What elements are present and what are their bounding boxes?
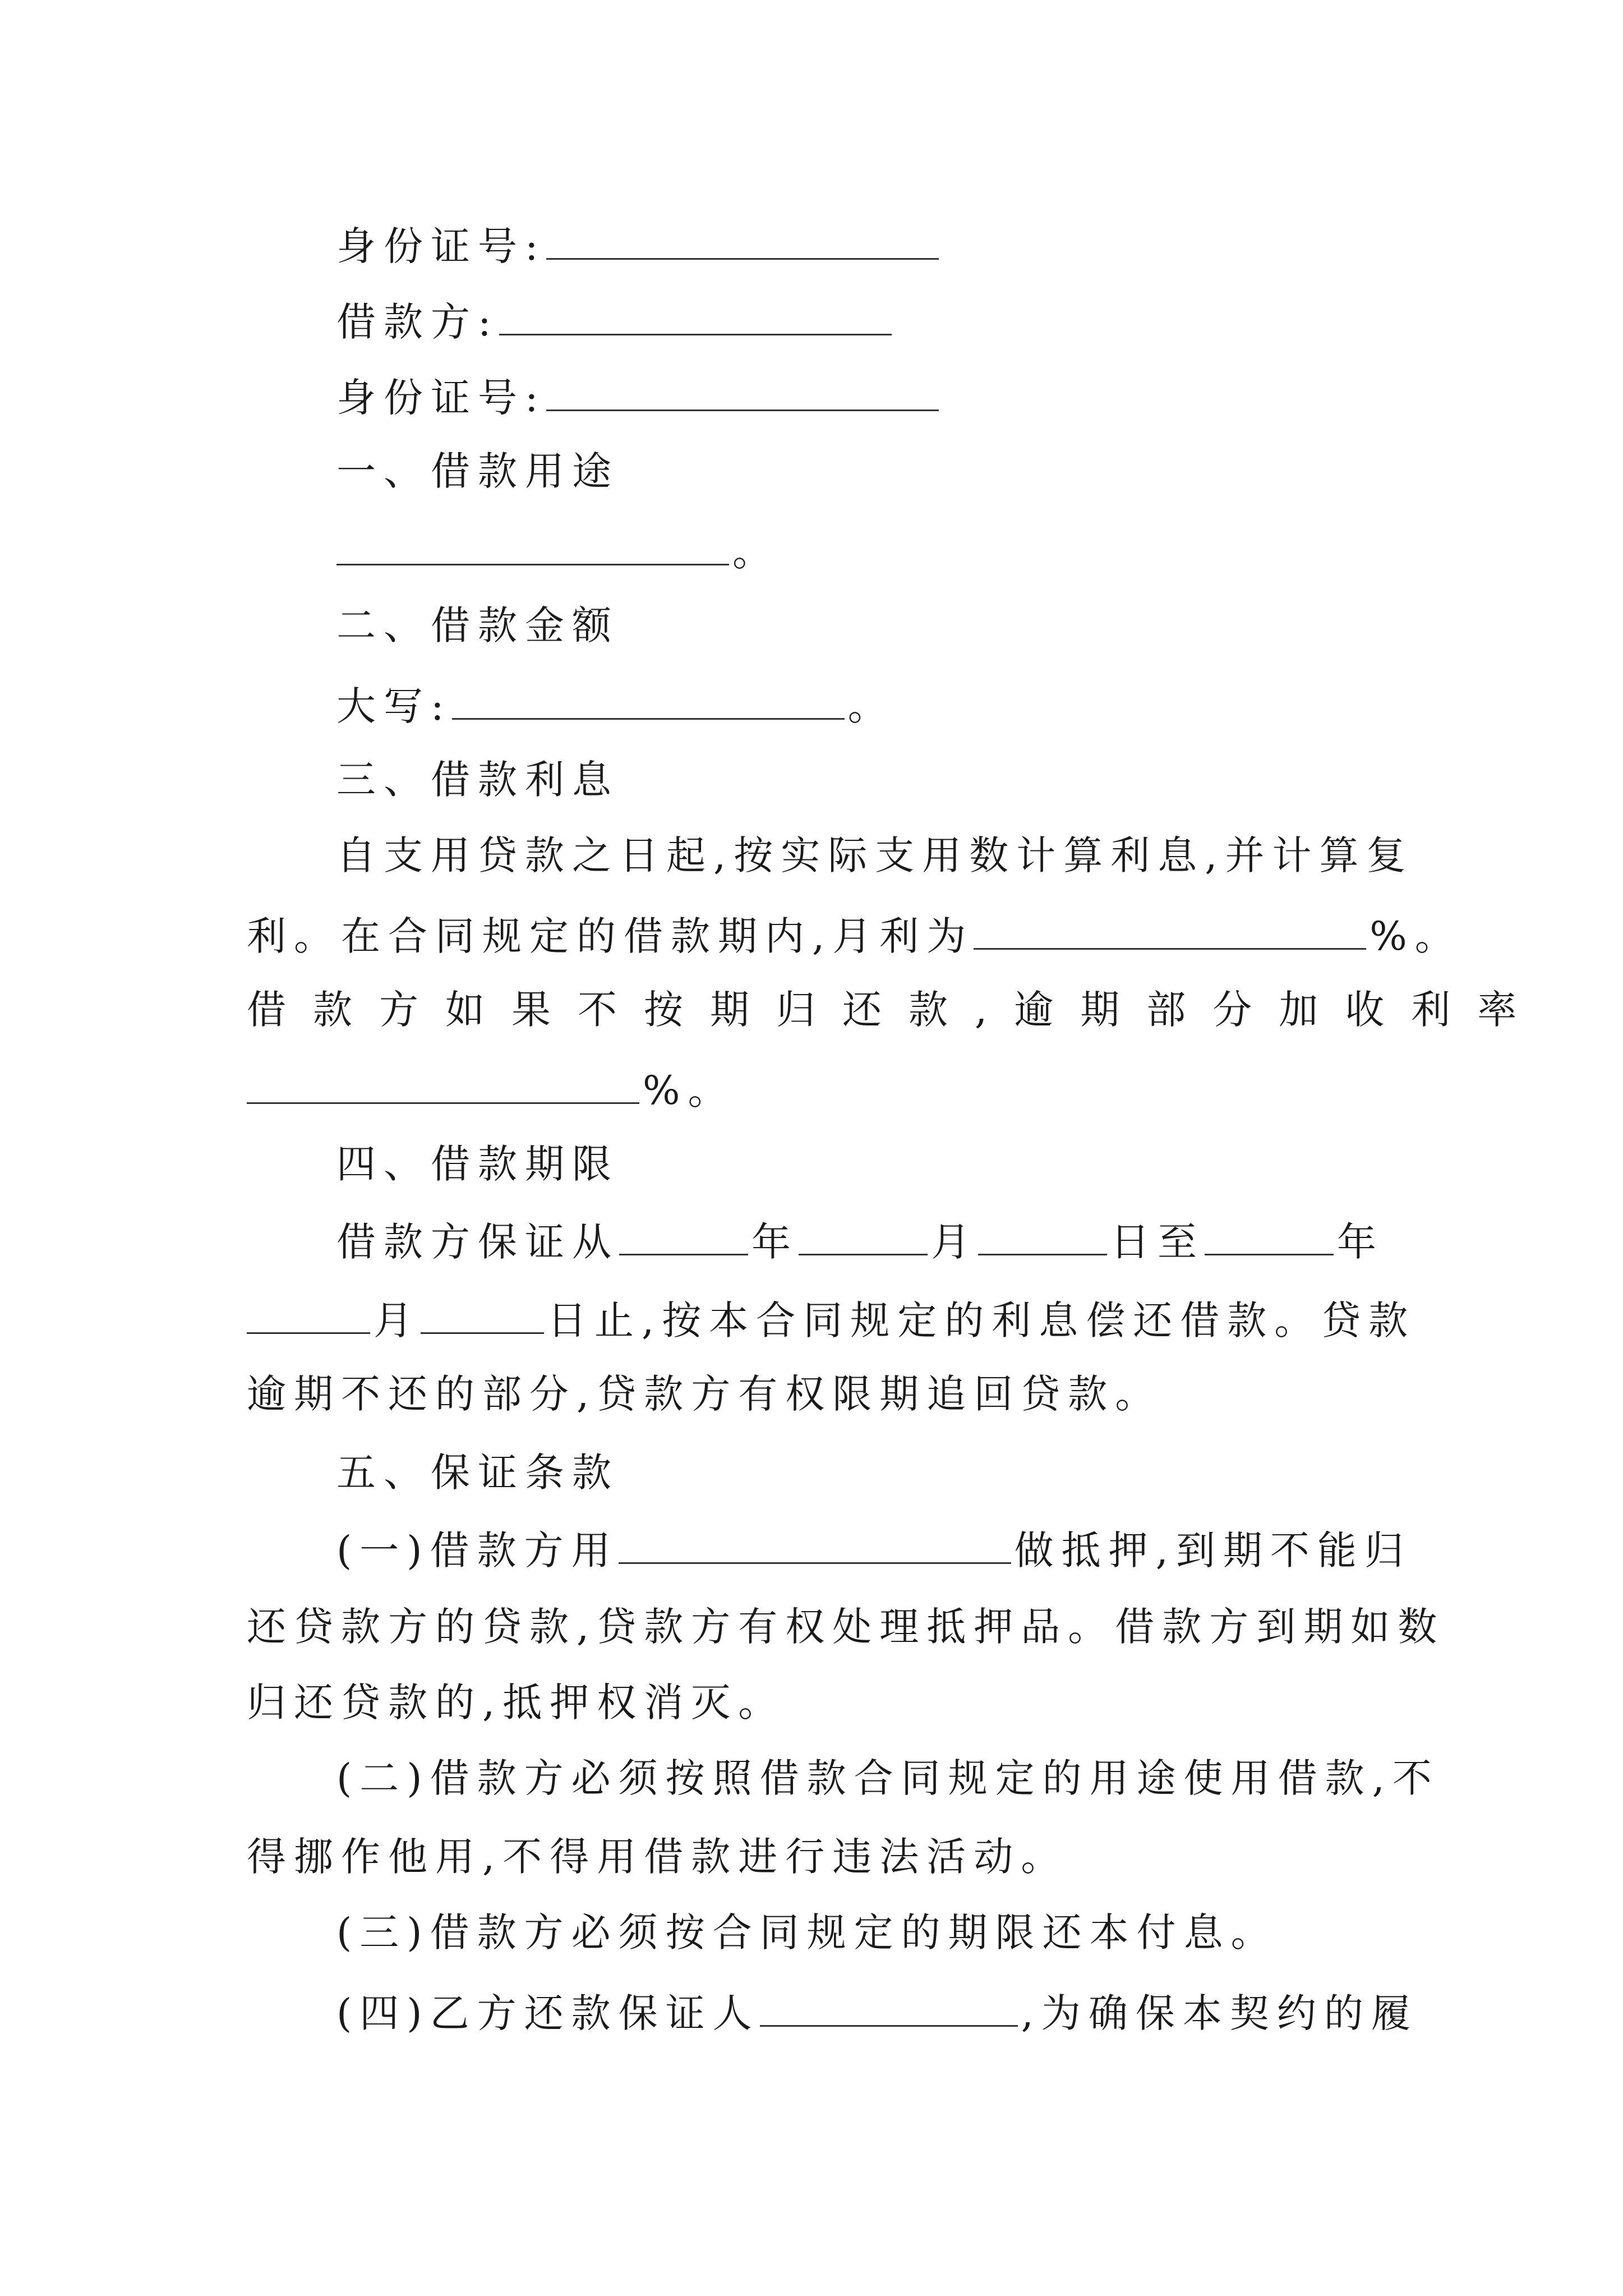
blank-field	[978, 1214, 1107, 1255]
guarantee-item-2-line-2: 得挪作他用,不得用借款进行违法活动。	[247, 1834, 1068, 1880]
text-run: (四)乙方还款保证人	[336, 1990, 760, 2036]
term-line-1	[336, 1214, 1396, 1267]
guarantee-item-1-line-1	[336, 1523, 1412, 1576]
text-run: 日止,按本合同规定的利息偿还借款。贷款	[547, 1297, 1416, 1343]
blank-field	[421, 1293, 544, 1334]
text-run: 日至	[1110, 1219, 1205, 1265]
blank-field	[452, 679, 845, 720]
guarantee-item-4-line-1	[336, 1986, 1418, 2039]
text-run: 年	[1337, 1219, 1384, 1265]
guarantee-item-1-line-2: 还贷款方的贷款,贷款方有权处理抵押品。借款方到期如数	[247, 1604, 1445, 1650]
blank-field	[619, 1214, 748, 1255]
guarantee-item-1-line-3: 归还贷款的,抵押权消灭。	[247, 1680, 786, 1726]
text-run: ,为确保本契约的履	[1021, 1990, 1418, 2036]
term-line-2	[247, 1293, 1416, 1346]
text-run: 月	[931, 1219, 978, 1265]
text-run: %。	[643, 1068, 735, 1114]
text-run: 年	[751, 1219, 799, 1265]
blank-field	[974, 909, 1366, 950]
period: 。	[847, 683, 895, 729]
section-3-title: 三、借款利息	[336, 757, 619, 803]
blank-field	[619, 1523, 1011, 1564]
interest-paragraph-line-2	[247, 909, 1462, 961]
text-run: (一)借款方用	[336, 1527, 619, 1573]
borrower-label: 借款方:	[336, 299, 499, 345]
interest-paragraph-line-1: 自支用贷款之日起,按实际支用数计算利息,并计算复	[336, 832, 1414, 878]
guarantee-item-2-line-1: (二)借款方必须按照借款合同规定的用途使用借款,不	[336, 1755, 1440, 1801]
section-2-title: 二、借款金额	[336, 602, 619, 648]
blank-field	[760, 1986, 1018, 2027]
blank-field	[499, 295, 892, 335]
blank-field	[546, 370, 939, 411]
section-1-title: 一、借款用途	[336, 448, 619, 494]
text-run: 借款方保证从	[336, 1219, 619, 1265]
blank-field	[336, 524, 729, 565]
blank-field	[799, 1214, 928, 1255]
text-run: 利。在合同规定的借款期内,月利为	[247, 913, 974, 959]
section-4-title: 四、借款期限	[336, 1141, 619, 1187]
guarantee-item-3: (三)借款方必须按合同规定的期限还本付息。	[336, 1910, 1278, 1955]
borrower-line	[336, 295, 1396, 347]
term-line-3: 逾期不还的部分,贷款方有权限期追回贷款。	[247, 1371, 1163, 1417]
id-number-line-2	[336, 370, 1396, 423]
interest-paragraph-line-3: 借款方如果不按期归还款,逾期部分加收利率	[247, 987, 1544, 1033]
interest-paragraph-line-4	[247, 1063, 1396, 1116]
text-run: %。	[1370, 913, 1462, 959]
id-number-line-1	[336, 219, 1396, 272]
blank-field	[1205, 1214, 1334, 1255]
blank-field	[247, 1293, 370, 1334]
blank-field	[247, 1063, 639, 1104]
id-number-label: 身份证号:	[336, 223, 546, 269]
id-number-label: 身份证号:	[336, 375, 546, 421]
blank-field	[546, 219, 939, 260]
text-run: 做抵押,到期不能归	[1014, 1527, 1412, 1573]
section-1-blank-line	[336, 524, 1396, 577]
daxie-label: 大写:	[336, 683, 452, 729]
text-run: 月	[374, 1297, 421, 1343]
period: 。	[732, 529, 780, 575]
section-5-title: 五、保证条款	[336, 1450, 619, 1496]
amount-daxie-line	[336, 679, 1396, 731]
